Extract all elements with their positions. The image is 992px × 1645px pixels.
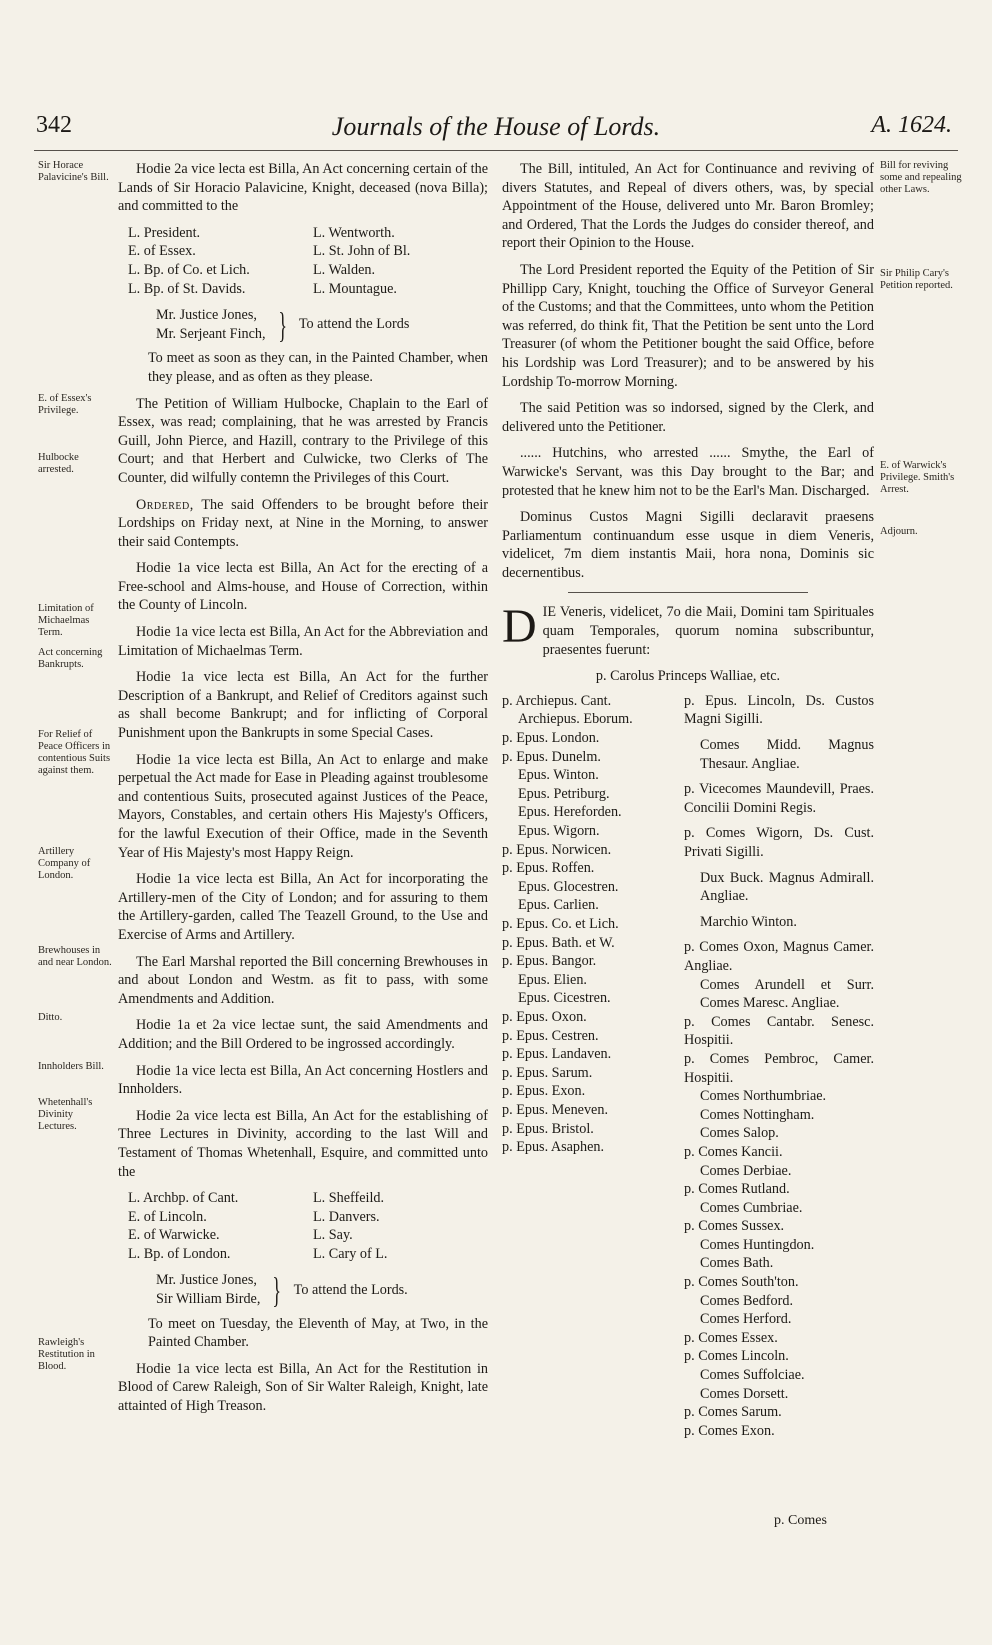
lord-entry: p. Epus. Asaphen. xyxy=(502,1139,605,1156)
attend-label: To attend the Lords xyxy=(298,316,410,333)
committee-member: L. Bp. of St. Davids. xyxy=(128,280,246,297)
paragraph: Hodie 1a et 2a vice lectae sunt, the said Amendments and Addition; and the Bill Ordered to be ingrossed accordingly. xyxy=(118,1017,488,1052)
lord-entry: p. Epus. Cestren. xyxy=(502,1027,599,1044)
committee-member: L. President. xyxy=(128,224,201,241)
margin-note: Sir Horace Palavicine's Bill. xyxy=(38,160,109,183)
attendants xyxy=(156,1270,488,1311)
lord-entry: p. Comes Wigorn, Ds. Cust. Privati Sigilli. xyxy=(684,825,874,860)
paragraph: The Petition of William Hulbocke, Chaplain to the Earl of Essex, was read; complaining, that he was arrested by Francis Guill, John Pierce, and Hazill, contrary to the Privilege of this Court; and that Herbert and Culwicke, two Clerks of The Counter, did wilfully contemn the Privileges of this Court. xyxy=(118,395,488,486)
margin-note: Bill for reviving some and repealing other Laws. xyxy=(880,160,962,195)
lord-entry: Comes Dorsett. xyxy=(700,1385,789,1402)
committee-member: L. Bp. of London. xyxy=(128,1245,231,1262)
committee-member: L. Cary of L. xyxy=(313,1245,388,1262)
lord-entry: Dux Buck. Magnus Admirall. Angliae. xyxy=(700,869,874,905)
lord-entry: Comes Salop. xyxy=(700,1125,779,1142)
committee-member: L. Danvers. xyxy=(313,1208,380,1225)
lord-entry: p. Epus. Bristol. xyxy=(502,1120,594,1137)
margin-note: Rawleigh's Restitution in Blood. xyxy=(38,1337,95,1372)
lord-entry: p. Comes Sussex. xyxy=(684,1218,785,1235)
lord-entry: p. Epus. Oxon. xyxy=(502,1008,587,1025)
margin-note: Adjourn. xyxy=(880,526,918,537)
catchword: p. Comes xyxy=(774,1513,827,1528)
margin-note: Sir Philip Cary's Petition reported. xyxy=(880,268,953,291)
lord-entry: p. Epus. Meneven. xyxy=(502,1101,608,1118)
lord-entry: p. Comes Pembroc, Camer. Hospitii. xyxy=(684,1050,874,1086)
paragraph: ...... Hutchins, who arrested ...... Smythe, the Earl of Warwicke's Servant, was this Day brought to the Bar; and protested that he knew him not to be the Earl's Man. Discharged. xyxy=(502,445,874,499)
committee-member: L. Walden. xyxy=(313,261,376,278)
attendance-lists xyxy=(502,692,874,1441)
lord-entry: p. Comes Sarum. xyxy=(684,1404,782,1421)
paragraph: The Bill, intituled, An Act for Continuance and reviving of divers Statutes, and Repeal of divers others, was, by special Appointment of the House, delivered unto Mr. Baron Bromley; and Ordered, That the Lords the Judges do consider thereof, and report their Opinion to the House. xyxy=(502,161,874,252)
paragraph: Hodie 2a vice lecta est Billa, An Act for the establishing of Three Lectures in Divinity, according to the last Will and Testament of Thomas Whetenhall, Esquire, and committed unto the xyxy=(118,1107,488,1180)
lord-entry: Comes Suffolciae. xyxy=(700,1367,805,1384)
paragraph: Dominus Custos Magni Sigilli declaravit praesens Parliamentum continuandum esse usque in diem Veneris, videlicet, 7m diem instantis Maii, hora nona, Dominis sic decernentibus. xyxy=(502,509,874,581)
lord-entry: p. Comes South'ton. xyxy=(684,1274,799,1291)
committee-member: L. Archbp. of Cant. xyxy=(128,1190,239,1207)
lord-entry: Epus. Hereforden. xyxy=(518,804,622,821)
left-column xyxy=(118,160,488,1424)
paragraph: To meet as soon as they can, in the Painted Chamber, when they please, and as often as they please. xyxy=(148,350,488,385)
lord-entry: Comes Midd. Magnus Thesaur. Angliae. xyxy=(700,737,874,772)
committee-member: E. of Essex. xyxy=(128,243,196,260)
lord-entry: Epus. Elien. xyxy=(518,971,587,988)
lord-entry: p. Epus. Bath. et W. xyxy=(502,934,615,951)
attendant-name: Mr. Serjeant Finch, xyxy=(156,325,266,342)
committee-member: L. St. John of Bl. xyxy=(313,243,411,260)
lord-entry: Epus. Carlien. xyxy=(518,897,599,914)
committee-member: L. Mountague. xyxy=(313,280,397,297)
lord-entry: Epus. Cicestren. xyxy=(518,990,611,1007)
brace: } xyxy=(272,1270,282,1311)
lord-entry: p. Comes Oxon, Magnus Camer. Angliae. xyxy=(684,939,874,974)
attendants xyxy=(156,306,488,343)
paragraph xyxy=(118,496,488,552)
committee-member: L. Sheffeild. xyxy=(313,1190,385,1207)
lords-temporal-list xyxy=(684,692,874,1441)
page-header xyxy=(0,112,992,152)
attendant-name: Sir William Birde, xyxy=(156,1291,261,1308)
lord-entry: Comes Derbiae. xyxy=(700,1162,792,1179)
lord-entry: p. Comes Cantabr. Senesc. Hospitii. xyxy=(684,1013,874,1049)
lord-entry: Epus. Glocestren. xyxy=(518,878,619,895)
lord-entry: Epus. Winton. xyxy=(518,767,599,784)
princeps-line: p. Carolus Princeps Walliae, etc. xyxy=(595,668,781,685)
paragraph: Hodie 1a vice lecta est Billa, An Act for the erecting of a Free-school and Alms-house, and House of Correction, within the County of Lincoln. xyxy=(118,560,488,614)
lord-entry: p. Comes Lincoln. xyxy=(684,1348,789,1365)
year-heading: A. 1624. xyxy=(871,112,952,138)
header-rule xyxy=(34,150,958,151)
committee-list xyxy=(128,224,488,298)
margin-note: E. of Warwick's Privilege. Smith's Arrest. xyxy=(880,460,955,495)
lord-entry: p. Epus. Dunelm. xyxy=(502,748,601,765)
paragraph: Hodie 1a vice lecta est Billa, An Act for the further Description of a Bankrupt, and Relief of Creditors against such as shall become Bankrupt; and for inflicting of Corporal Punishment upon the Bankrupts in some Special Cases. xyxy=(118,669,488,742)
committee-member: E. of Lincoln. xyxy=(128,1208,207,1225)
lord-entry: Comes Bedford. xyxy=(700,1292,793,1309)
lord-entry: p. Epus. Lincoln, Ds. Custos Magni Sigilli. xyxy=(684,692,874,728)
lord-entry: Marchio Winton. xyxy=(700,913,797,930)
margin-note: Innholders Bill. xyxy=(38,1061,104,1072)
committee-member: L. Wentworth. xyxy=(313,224,395,241)
right-column xyxy=(502,160,874,1440)
lord-entry: p. Comes Exon. xyxy=(684,1422,775,1439)
lord-entry: Comes Nottingham. xyxy=(700,1106,815,1123)
paragraph: Hodie 1a vice lecta est Billa, An Act to enlarge and make perpetual the Act made for Ease in Pleading against troublesome and contentious Suits, prosecuted against Justices of the Peace, Mayors, Constables, and certain others His Majesty's Officers, for the lawful Execution of their Office, made in the Seventh Year of His Majesty's most Happy Reign. xyxy=(118,751,488,861)
die-heading xyxy=(502,600,874,659)
committee-member: L. Bp. of Co. et Lich. xyxy=(128,261,250,278)
running-title: Journals of the House of Lords. xyxy=(331,112,661,141)
paragraph: To meet on Tuesday, the Eleventh of May, at Two, in the Painted Chamber. xyxy=(148,1315,488,1351)
lord-entry: p. Epus. Co. et Lich. xyxy=(502,915,619,932)
lord-entry: Comes Herford. xyxy=(700,1311,792,1328)
lord-entry: Epus. Wigorn. xyxy=(518,823,600,839)
lord-entry: Comes Bath. xyxy=(700,1255,774,1272)
committee-member: L. Say. xyxy=(313,1227,353,1244)
paragraph-text: The said Offenders to be brought before their Lordships on Friday next, at Nine in the Morning, to answer their said Contempts. xyxy=(118,496,488,550)
committee-list xyxy=(128,1189,488,1263)
die-text: IE Veneris, videlicet, 7o die Maii, Domini tam Spirituales quam Temporales, quorum nomina subscribuntur, praesentes fuerunt: xyxy=(542,604,874,658)
lord-entry: p. Epus. Roffen. xyxy=(502,860,595,877)
margin-note: Whetenhall's Divinity Lectures. xyxy=(38,1097,93,1132)
paragraph: Hodie 1a vice lecta est Billa, An Act concerning Hostlers and Innholders. xyxy=(118,1062,488,1098)
lord-entry: p. Epus. Exon. xyxy=(502,1083,586,1100)
attendant-name: Mr. Justice Jones, xyxy=(156,307,257,324)
lord-entry: p. Epus. Sarum. xyxy=(502,1064,593,1081)
brace: } xyxy=(277,304,287,345)
paragraph: Hodie 2a vice lecta est Billa, An Act concerning certain of the Lands of Sir Horacio Palavicine, Knight, deceased (nova Billa); and committed to the xyxy=(118,161,488,215)
margin-note: Limitation of Michaelmas Term. xyxy=(38,603,94,638)
section-divider xyxy=(568,592,808,593)
lord-entry: p. Epus. Bangor. xyxy=(502,953,597,970)
margin-note: Artillery Company of London. xyxy=(38,846,91,881)
lord-entry: Comes Northumbriae. xyxy=(700,1088,827,1105)
ordered-lead: Ordered, xyxy=(136,496,194,513)
margin-note: Brewhouses in and near London. xyxy=(38,945,112,968)
lord-entry: p. Comes Kancii. xyxy=(684,1143,783,1160)
margin-note: E. of Essex's Privilege. xyxy=(38,393,92,416)
lord-entry: p. Epus. Landaven. xyxy=(502,1046,612,1063)
paragraph: The Earl Marshal reported the Bill concerning Brewhouses in and about London and Westm. as fit to pass, with some Amendments and Addition. xyxy=(118,953,488,1007)
paragraph: Hodie 1a vice lecta est Billa, An Act for the Restitution in Blood of Carew Raleigh, Son of Sir Walter Raleigh, Knight, late attainted of High Treason. xyxy=(118,1360,488,1415)
lord-entry: Comes Huntingdon. xyxy=(700,1236,815,1253)
lord-entry: p. Comes Rutland. xyxy=(684,1181,790,1198)
margin-note: Ditto. xyxy=(38,1012,63,1023)
lords-spiritual-list xyxy=(502,692,684,1441)
paragraph: Hodie 1a vice lecta est Billa, An Act for the Abbreviation and Limitation of Michaelmas Term. xyxy=(118,624,488,659)
lord-entry: Epus. Petriburg. xyxy=(518,785,610,802)
lord-entry: Comes Arundell et Surr. Comes Maresc. Angliae. xyxy=(700,976,874,1012)
margin-note: Hulbocke arrested. xyxy=(38,452,79,475)
committee-member: E. of Warwicke. xyxy=(128,1227,220,1244)
lord-entry: p. Epus. London. xyxy=(502,730,600,747)
paragraph: The said Petition was so indorsed, signed by the Clerk, and delivered unto the Petitioner. xyxy=(502,400,874,435)
margin-note: For Relief of Peace Officers in contentious Suits against them. xyxy=(38,729,111,776)
lord-entry: p. Comes Essex. xyxy=(684,1329,778,1346)
margin-note: Act concerning Bankrupts. xyxy=(38,647,103,670)
lord-entry: Archiepus. Eborum. xyxy=(518,711,633,728)
attend-label: To attend the Lords. xyxy=(293,1281,408,1298)
page-number: 342 xyxy=(36,112,72,138)
lord-entry: p. Archiepus. Cant. xyxy=(502,692,612,709)
paragraph: The Lord President reported the Equity of the Petition of Sir Phillipp Cary, Knight, touching the Office of Surveyor General of the Customs; and that the Committees, unto whom the Petition was referred, do think fit, That the Petition be sent unto the Lord Treasurer (of whom the Petitioner bought the said Office, before his Lordship was Lord Treasurer); and to be answered by his Lordship To-morrow Morning. xyxy=(502,261,874,390)
attendant-name: Mr. Justice Jones, xyxy=(156,1272,257,1289)
lord-entry: Comes Cumbriae. xyxy=(700,1199,803,1216)
lord-entry: p. Vicecomes Maundevill, Praes. Concilii Domini Regis. xyxy=(684,781,874,816)
paragraph: Hodie 1a vice lecta est Billa, An Act for incorporating the Artillery-men of the City of London; and for assuring to them the Artillery-garden, called The Teazell Ground, to the Use and Exercise of Arms and Artillery. xyxy=(118,871,488,943)
drop-cap: D xyxy=(502,600,537,654)
lord-entry: p. Epus. Norwicen. xyxy=(502,841,612,858)
